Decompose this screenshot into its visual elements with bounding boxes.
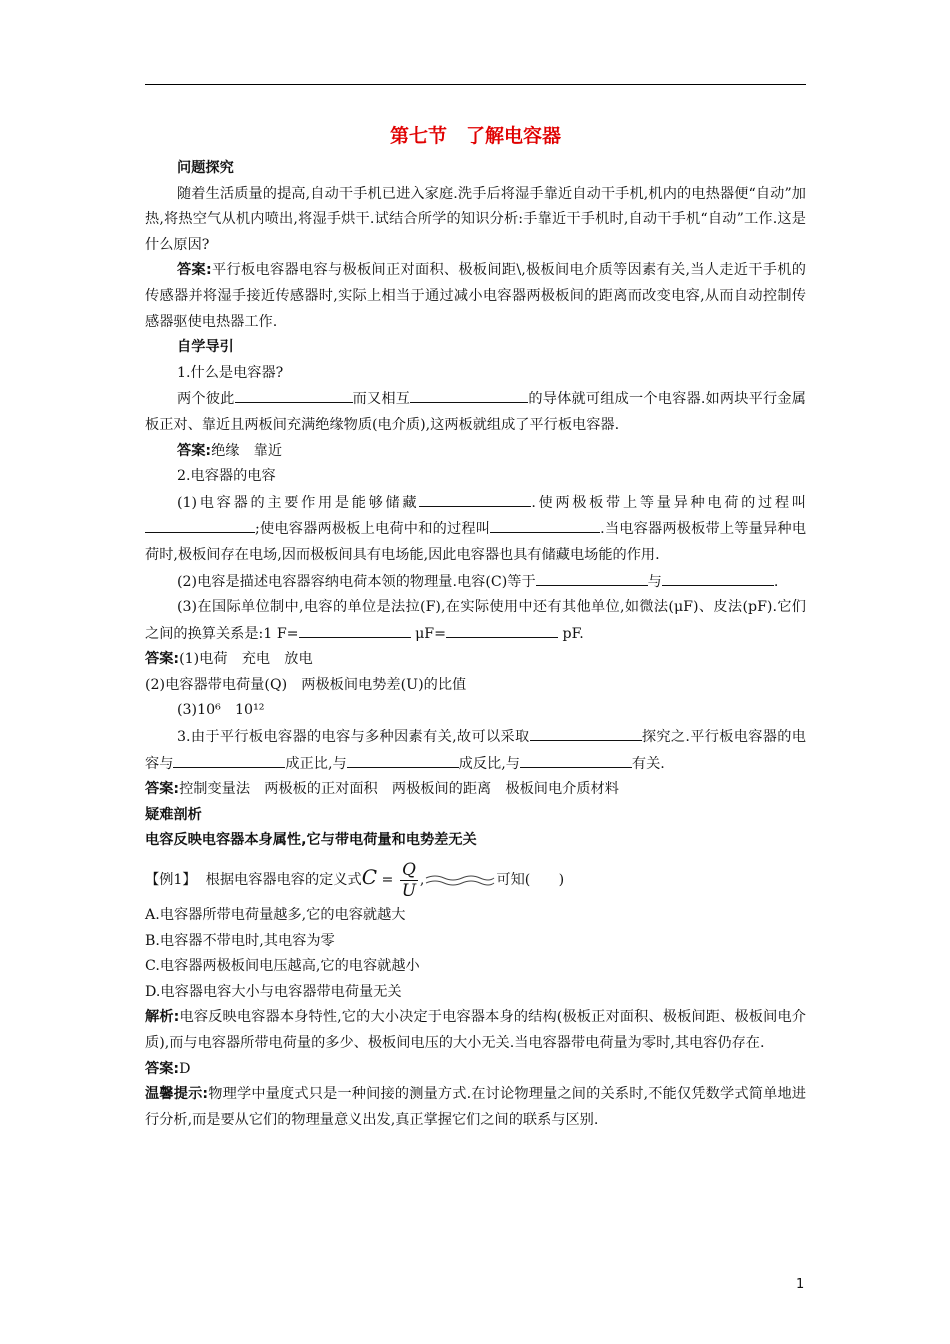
option-a: A.电容器所带电荷量越多,它的电容就越大 — [145, 907, 406, 924]
answer-text: 平行板电容器电容与极板间正对面积、极板间距\,极板间电介质等因素有关,当人走近干手机的传感器并将湿手接近传感器时,实际上相当于通过减小电容器两极板间的距离而改变电容,从而自动控制传感器驱使电热器工作. — [145, 262, 806, 330]
question-2-answer-line-3: (3)10⁶ 10¹² — [177, 702, 265, 719]
q2-2-text-a: (2)电容是描述电容器容纳电荷本领的物理量.电容(C)等于 — [177, 573, 536, 590]
q2-1-text-d: .当电容器两极板带上等量异种电荷时,极板间存在电场,因而极板间具有电场能,因此电容器也具有储藏电场能的作用. — [145, 521, 807, 563]
q2-3-text-c: pF. — [562, 625, 584, 642]
option-d: D.电容器电容大小与电容器带电荷量无关 — [145, 983, 402, 1000]
inquiry-answer — [145, 258, 806, 335]
question-1-title: 1.什么是电容器? — [177, 364, 284, 381]
question-1-text — [145, 386, 806, 438]
fill-blank — [299, 621, 411, 638]
tip-label: 温馨提示: — [145, 1086, 209, 1103]
question-2-part-2 — [145, 569, 806, 596]
example-answer — [145, 1057, 806, 1083]
explanation-label: 解析: — [145, 1009, 180, 1026]
q2-1-text-c: ;使电容器两极板上电荷中和的过程叫 — [255, 521, 491, 538]
explanation — [145, 1005, 806, 1056]
answer-text: (1)电荷 充电 放电 — [179, 651, 313, 668]
fill-blank — [536, 569, 648, 586]
answer-text: D — [179, 1060, 191, 1077]
answer-text: 绝缘 靠近 — [211, 442, 283, 459]
example-question: 【例1】 根据电容器电容的定义式C = $\frac{Q}{U}$ , 可知( ) — [145, 859, 565, 901]
inquiry-heading: 问题探究 — [177, 160, 234, 176]
fill-blank — [662, 569, 774, 586]
answer-text: 控制变量法 两极板的正对面积 两极板间的距离 极板间电介质材料 — [179, 781, 619, 798]
fill-blank — [520, 751, 632, 768]
q2-3-text-b: μF= — [415, 625, 447, 642]
q3-text-d: 成反比,与 — [458, 755, 520, 772]
formula-denominator: U — [401, 880, 417, 901]
fill-blank — [347, 751, 459, 768]
question-2-answer — [145, 647, 806, 673]
page-number: 1 — [796, 1277, 805, 1292]
wavy-underline-icon — [424, 873, 496, 887]
q1-text-c: 的导体就可组成一个电容器.如两块平行金属板正对、靠近且两板间充满绝缘物质(电介质),这两板就组成了平行板电容器. — [145, 391, 806, 433]
fill-blank — [410, 386, 528, 403]
answer-label: 答案: — [145, 781, 180, 798]
document-body — [145, 118, 806, 1133]
tip — [145, 1082, 806, 1133]
analysis-heading: 疑难剖析 — [145, 806, 202, 823]
formula-numerator: Q — [401, 859, 416, 880]
answer-label: 答案: — [145, 651, 180, 668]
q2-2-text-c: . — [773, 573, 779, 590]
formula-c: C — [361, 865, 378, 890]
q3-text-a: 3.由于平行板电容器的电容与多种因素有关,故可以采取 — [177, 729, 530, 746]
q2-2-text-b: 与 — [647, 573, 662, 590]
fill-blank — [173, 751, 285, 768]
fill-blank — [446, 621, 558, 638]
question-3-answer — [145, 777, 806, 803]
analysis-subheading: 电容反映电容器本身属性,它与带电荷量和电势差无关 — [145, 832, 477, 849]
q3-text-c: 成正比,与 — [285, 755, 347, 772]
option-c: C.电容器两极板间电压越高,它的电容就越小 — [145, 958, 420, 975]
fill-blank — [490, 516, 600, 533]
formula-fraction — [400, 860, 418, 901]
q3-text-b: 探究之.平行板电容器的电容与 — [145, 729, 806, 772]
answer-label: 答案: — [177, 442, 212, 459]
explanation-text: 电容反映电容器本身特性,它的大小决定于电容器本身的结构(极板正对面积、极板间距、极板间电介质),而与电容器所带电荷量的多少、极板间电压的大小无关.当电容器带电荷量为零时,其电容仍存在. — [145, 1009, 806, 1051]
page-title: 第七节 了解电容器 — [389, 125, 561, 147]
self-study-heading: 自学导引 — [177, 339, 234, 356]
question-2-title: 2.电容器的电容 — [177, 468, 276, 485]
question-2-part-3 — [145, 595, 806, 647]
example-text-b: 可知( ) — [496, 872, 565, 889]
header-rule — [145, 84, 806, 85]
q2-3-text-a: (3)在国际单位制中,电容的单位是法拉(F),在实际使用中还有其他单位,如微法(μF)、皮法(pF).它们之间的换算关系是:1 F= — [145, 599, 806, 642]
fill-blank — [530, 724, 642, 741]
inquiry-text: 随着生活质量的提高,自动干手机已进入家庭.洗手后将湿手靠近自动干手机,机内的电热器便“自动”加热,将热空气从机内喷出,将湿手烘干.试结合所学的知识分析:手靠近干手机时,自动干手机“自动”工作.这是什么原因? — [145, 185, 806, 253]
question-2-answer-line-2: (2)电容器带电荷量(Q) 两极板间电势差(U)的比值 — [145, 676, 467, 693]
question-2-part-1 — [145, 490, 806, 569]
example-text-a: 根据电容器电容的定义式 — [205, 872, 362, 889]
answer-label: 答案: — [145, 1060, 180, 1077]
fill-blank — [235, 386, 353, 403]
q3-text-e: 有关. — [631, 755, 665, 772]
question-1-answer — [145, 439, 806, 465]
answer-label: 答案: — [177, 262, 212, 279]
question-3-text — [145, 724, 806, 777]
q2-1-text-a: (1)电容器的主要作用是能够储藏 — [177, 494, 420, 511]
option-b: B.电容器不带电时,其电容为零 — [145, 932, 335, 949]
example-label: 【例1】 — [145, 872, 197, 889]
tip-text: 物理学中量度式只是一种间接的测量方式.在讨论物理量之间的关系时,不能仅凭数学式简单地进行分析,而是要从它们的物理量意义出发,真正掌握它们之间的联系与区别. — [145, 1086, 806, 1128]
q1-text-a: 两个彼此 — [177, 391, 235, 408]
fill-blank — [145, 516, 255, 533]
q2-1-text-b: .使两极板带上等量异种电荷的过程叫 — [531, 494, 806, 511]
fill-blank — [419, 490, 531, 507]
q1-text-b: 而又相互 — [352, 391, 411, 408]
